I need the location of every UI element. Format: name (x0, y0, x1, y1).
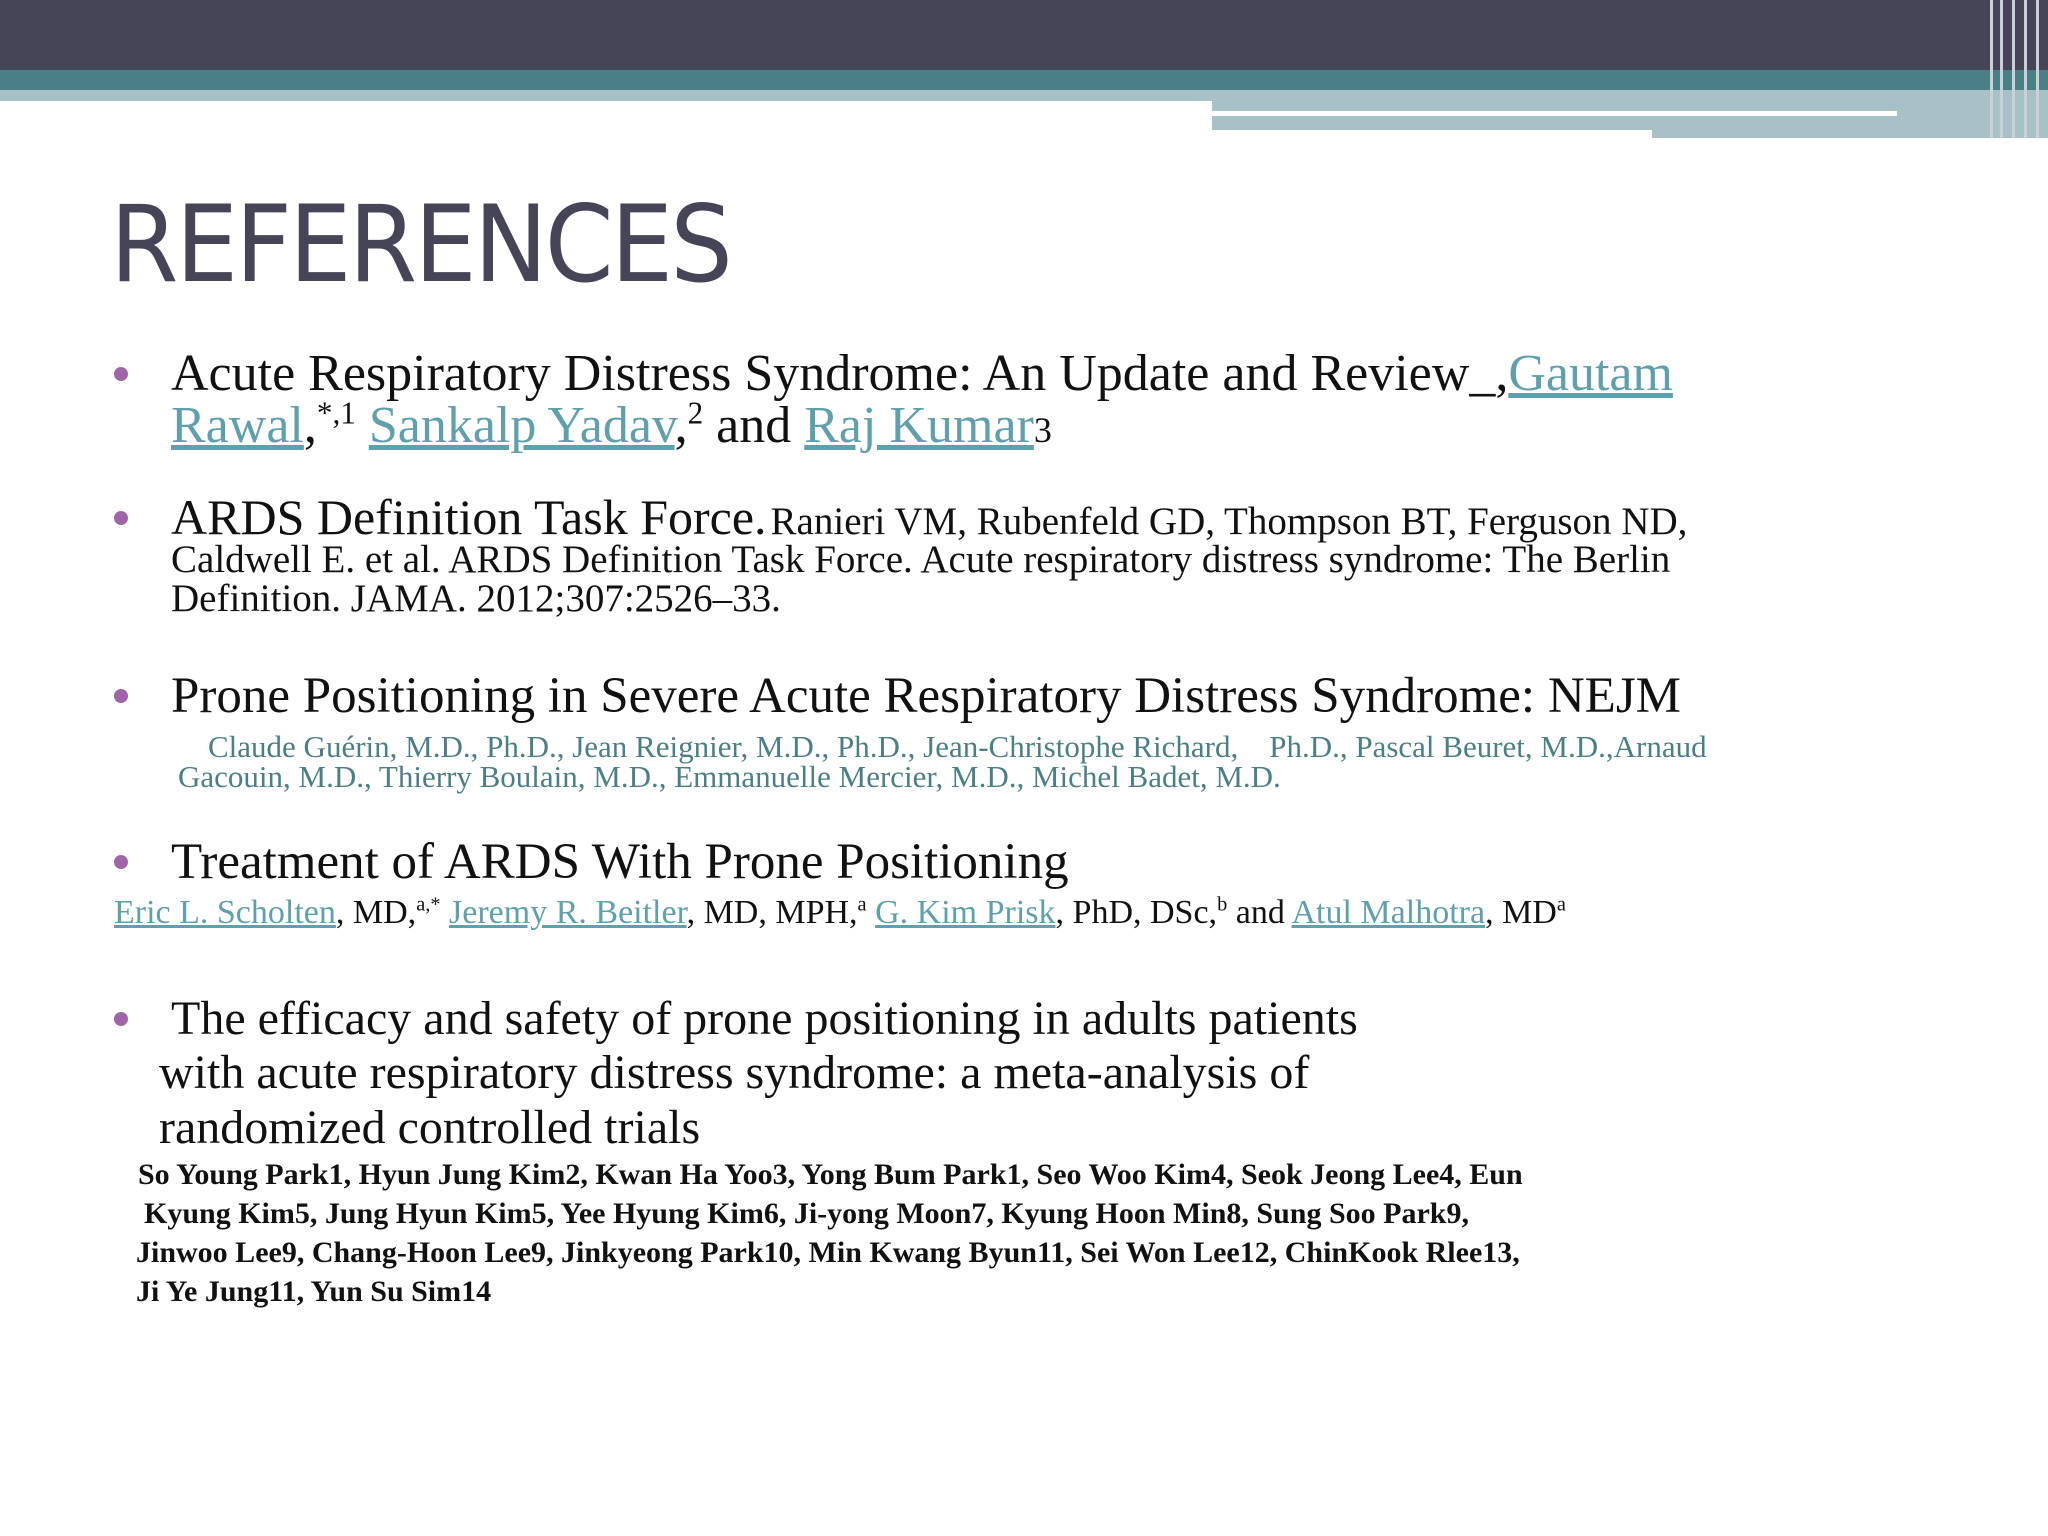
ref1-author-link[interactable]: Gautam (1508, 345, 1673, 402)
ref4-superscript: a (857, 893, 867, 916)
ref4-superscript: a (1556, 893, 1566, 916)
ref1-superscript: 2 (687, 395, 704, 431)
header-band-right-line-2 (1212, 130, 1652, 138)
ref2-line2: Caldwell E. et al. ARDS Definition Task Force. Acute respiratory distress syndrome: The Berlin (171, 538, 1671, 581)
ref4-author-link[interactable]: Eric L. Scholten (114, 894, 336, 931)
ref4-author-link[interactable]: Jeremy R. Beitler (449, 894, 687, 931)
ref5-authors-line1: So Young Park1, Hyun Jung Kim2, Kwan Ha Yoo3, Yong Bum Park1, Seo Woo Kim4, Seok Jeong Lee4, Eun (138, 1158, 1523, 1191)
ref2-line1 (171, 491, 1687, 543)
ref1-title: Acute Respiratory Distress Syndrome: An Update and Review (171, 345, 1470, 402)
ref5-authors-line4: Ji Ye Jung11, Yun Su Sim14 (136, 1275, 492, 1308)
ref5-title-line3: randomized controlled trials (159, 1101, 701, 1154)
ref3-authors-line1: Claude Guérin, M.D., Ph.D., Jean Reignier, M.D., Ph.D., Jean-Christophe Richard, Ph.D., Pascal Beuret, M.D.,Arnaud (208, 729, 1707, 764)
ref1-author-link[interactable]: Raj Kumar (804, 397, 1034, 454)
header-band-light (0, 90, 1212, 101)
header-band-teal (0, 70, 2048, 90)
header-band-right-line (1212, 111, 1897, 116)
ref1-superscript: *,1 (316, 395, 356, 431)
ref4-authors (114, 895, 1566, 931)
header-stripe (1990, 0, 1993, 138)
ref4-degree: , MD (1485, 894, 1557, 931)
ref5-authors-line3: Jinwoo Lee9, Chang-Hoon Lee9, Jinkyeong Park10, Min Kwang Byun11, Sei Won Lee12, ChinKook Rlee13, (136, 1236, 1520, 1269)
bullet-dot (114, 511, 128, 525)
ref4-superscript: a,* (416, 893, 441, 916)
ref4-superscript: b (1217, 893, 1228, 916)
ref4-degree: , PhD, DSc, (1055, 894, 1218, 931)
ref4-degree: , MD, MPH, (686, 894, 858, 931)
ref1-line2: Rawal,$^{*,1}$ Sankalp Yadav,$^2$ and Raj Kumar3 (171, 395, 1052, 454)
ref5-title-line1: The efficacy and safety of prone positioning in adults patients (171, 992, 1358, 1045)
ref1-and: and (716, 397, 792, 454)
ref4-author-link[interactable]: G. Kim Prisk (875, 894, 1056, 931)
ref4-degree: , MD, (335, 894, 417, 931)
bullet-dot (114, 1012, 128, 1026)
ref5-authors-line2: Kyung Kim5, Jung Hyun Kim5, Yee Hyung Kim6, Ji-yong Moon7, Kyung Hoon Min8, Sung Soo Park9, (144, 1197, 1469, 1230)
bullet-dot (114, 689, 128, 703)
ref1-separator: _, (1469, 345, 1509, 402)
header-stripe (2036, 0, 2039, 138)
ref1-line1 (171, 345, 1673, 402)
bullet-dot (114, 367, 128, 381)
ref2-authors: Ranieri VM, Rubenfeld GD, Thompson BT, Ferguson ND, (770, 500, 1688, 543)
ref5-title-line2: with acute respiratory distress syndrome: a meta-analysis of (159, 1046, 1310, 1099)
ref1-author-link[interactable]: Rawal (171, 397, 304, 454)
ref4-title: Treatment of ARDS With Prone Positioning (171, 834, 1069, 890)
ref1-author-link[interactable]: Sankalp Yadav (368, 397, 675, 454)
header-band-dark (0, 0, 2048, 70)
ref1-superscript: 3 (1033, 410, 1052, 450)
header-stripe (2000, 0, 2003, 138)
ref2-line3: Definition. JAMA. 2012;307:2526–33. (171, 577, 781, 620)
page-title: REFERENCES (110, 183, 731, 306)
header-stripe (2012, 0, 2015, 138)
ref3-authors-line2: Gacouin, M.D., Thierry Boulain, M.D., Emmanuelle Mercier, M.D., Michel Badet, M.D. (178, 759, 1281, 794)
ref4-author-link[interactable]: Atul Malhotra (1291, 894, 1486, 931)
header-stripe (2024, 0, 2027, 138)
bullet-dot (114, 855, 128, 869)
ref4-and: and (1235, 894, 1285, 931)
ref3-title: Prone Positioning in Severe Acute Respiratory Distress Syndrome: NEJM (171, 668, 1682, 724)
ref2-lead: ARDS Definition Task Force. (171, 489, 767, 545)
